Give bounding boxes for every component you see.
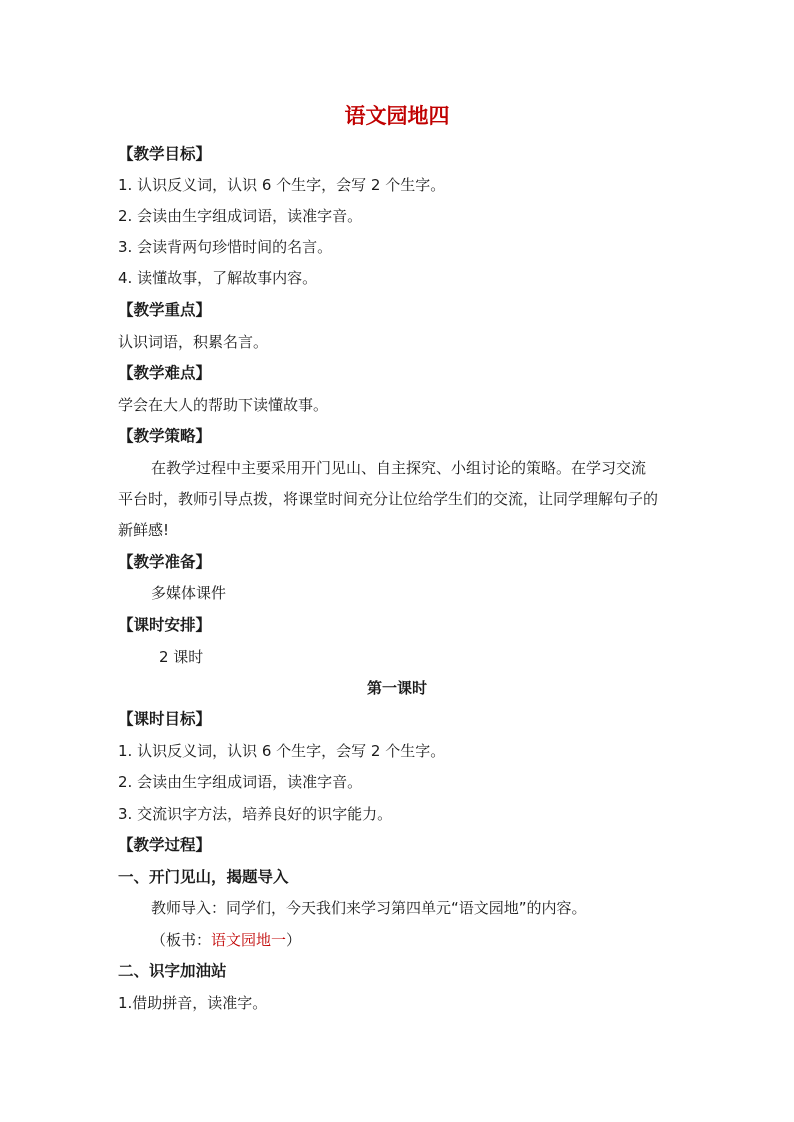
process-heading: 【教学过程】	[118, 836, 212, 854]
section-heading: 二、识字加油站	[118, 962, 227, 980]
preparation-text: 多媒体课件	[151, 584, 227, 602]
section-heading: 一、开门见山，揭题导入	[118, 868, 289, 886]
board-note	[151, 930, 301, 950]
schedule-text: 2 课时	[159, 648, 204, 666]
board-prefix: （板书：	[151, 931, 212, 949]
goal-item: 2. 会读由生字组成词语，读准字音。	[118, 207, 363, 225]
strategy-paragraph-line: 新鲜感!	[118, 521, 170, 539]
schedule-heading: 【课时安排】	[118, 616, 212, 634]
goal-item: 3. 会读背两句珍惜时间的名言。	[118, 238, 333, 256]
goals-heading: 【教学目标】	[118, 145, 212, 163]
document-title: 语文园地四	[344, 104, 450, 128]
strategy-heading: 【教学策略】	[118, 427, 212, 445]
board-text: 语文园地一	[211, 931, 287, 949]
goal-item: 4. 读懂故事，了解故事内容。	[118, 269, 318, 287]
difficulties-text: 学会在大人的帮助下读懂故事。	[118, 396, 329, 414]
goal-item: 1. 认识反义词，认识 6 个生字，会写 2 个生字。	[118, 176, 446, 194]
section-item: 1.借助拼音，读准字。	[118, 994, 268, 1012]
board-suffix: ）	[286, 931, 302, 949]
lesson-goal-item: 3. 交流识字方法，培养良好的识字能力。	[118, 805, 393, 823]
lesson-goals-heading: 【课时目标】	[118, 710, 212, 728]
key-points-heading: 【教学重点】	[118, 301, 212, 319]
key-points-text: 认识词语，积累名言。	[118, 333, 269, 351]
difficulties-heading: 【教学难点】	[118, 364, 212, 382]
strategy-paragraph-line: 在教学过程中主要采用开门见山、自主探究、小组讨论的策略。在学习交流	[151, 459, 647, 477]
preparation-heading: 【教学准备】	[118, 553, 212, 571]
lesson-goal-item: 1. 认识反义词，认识 6 个生字，会写 2 个生字。	[118, 742, 446, 760]
lesson-title: 第一课时	[366, 679, 427, 697]
section-intro-text: 教师导入：同学们，今天我们来学习第四单元“语文园地”的内容。	[151, 899, 587, 917]
lesson-goal-item: 2. 会读由生字组成词语，读准字音。	[118, 773, 363, 791]
strategy-paragraph-line: 平台时，教师引导点拨，将课堂时间充分让位给学生们的交流，让同学理解句子的	[118, 490, 659, 508]
